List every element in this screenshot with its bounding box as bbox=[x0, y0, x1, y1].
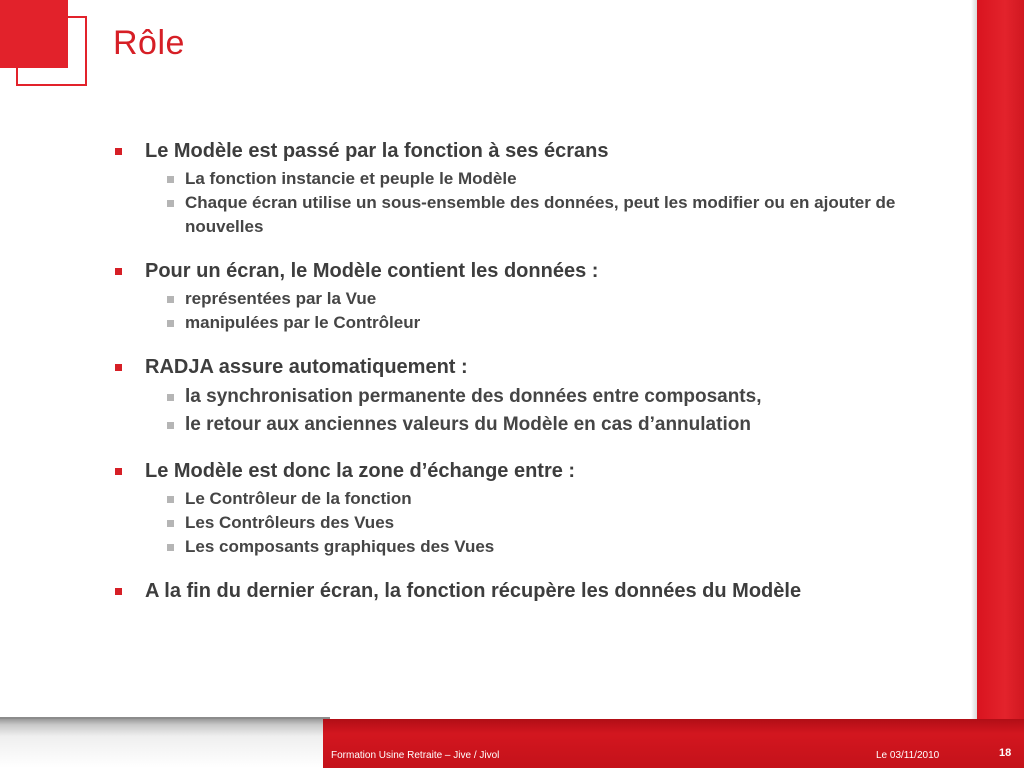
sub-bullet-item bbox=[113, 167, 913, 191]
bullet-group bbox=[113, 138, 913, 239]
bullet-text: Pour un écran, le Modèle contient les données : bbox=[145, 260, 599, 282]
red-square-bullet-icon bbox=[115, 468, 122, 475]
gray-square-bullet-icon bbox=[167, 176, 174, 183]
sub-bullet-text: Les Contrôleurs des Vues bbox=[185, 513, 395, 532]
sub-bullet-text: Le Contrôleur de la fonction bbox=[185, 489, 412, 508]
sub-bullet-text: manipulées par le Contrôleur bbox=[185, 313, 421, 332]
bullet-group bbox=[113, 354, 913, 439]
sub-bullet-text: le retour aux anciennes valeurs du Modèle en cas d’annulation bbox=[185, 414, 751, 435]
sub-bullet-item bbox=[113, 511, 913, 535]
bullet-item bbox=[113, 138, 913, 165]
sub-bullet-item bbox=[113, 411, 913, 439]
gray-square-bullet-icon bbox=[167, 200, 174, 207]
bullet-group bbox=[113, 578, 913, 605]
gray-square-bullet-icon bbox=[167, 496, 174, 503]
bullet-content bbox=[113, 138, 913, 624]
red-square-bullet-icon bbox=[115, 148, 122, 155]
sub-bullet-text: Les composants graphiques des Vues bbox=[185, 537, 495, 556]
red-square-bullet-icon bbox=[115, 364, 122, 371]
footer-text: Formation Usine Retraite – Jive / Jivol bbox=[331, 750, 500, 761]
bottom-gray-bar bbox=[0, 719, 330, 768]
sub-bullet-list bbox=[113, 487, 913, 559]
gray-square-bullet-icon bbox=[167, 394, 174, 401]
sub-bullet-text: représentées par la Vue bbox=[185, 289, 377, 308]
bullet-item bbox=[113, 258, 913, 285]
sub-bullet-text: La fonction instancie et peuple le Modèle bbox=[185, 169, 517, 188]
gray-square-bullet-icon bbox=[167, 422, 174, 429]
sub-bullet-text: la synchronisation permanente des données entre composants, bbox=[185, 386, 762, 407]
sub-bullet-list bbox=[113, 167, 913, 239]
right-red-band bbox=[977, 0, 1024, 768]
logo-outline-square bbox=[16, 16, 87, 86]
bullet-text: Le Modèle est passé par la fonction à ses écrans bbox=[145, 140, 609, 162]
bullet-group bbox=[113, 258, 913, 335]
slide-title: Rôle bbox=[113, 24, 185, 62]
sub-bullet-item bbox=[113, 191, 913, 239]
sub-bullet-item bbox=[113, 535, 913, 559]
bullet-text: A la fin du dernier écran, la fonction récupère les données du Modèle bbox=[145, 580, 802, 602]
sub-bullet-item bbox=[113, 487, 913, 511]
gray-square-bullet-icon bbox=[167, 320, 174, 327]
gray-square-bullet-icon bbox=[167, 296, 174, 303]
bullet-group bbox=[113, 458, 913, 559]
gray-square-bullet-icon bbox=[167, 544, 174, 551]
red-square-bullet-icon bbox=[115, 588, 122, 595]
sub-bullet-item bbox=[113, 383, 913, 411]
sub-bullet-item bbox=[113, 311, 913, 335]
bullet-item bbox=[113, 458, 913, 485]
bullet-item bbox=[113, 354, 913, 381]
right-shadow-edge bbox=[971, 0, 977, 720]
page-number: 18 bbox=[999, 747, 1012, 759]
sub-bullet-list bbox=[113, 287, 913, 335]
gray-square-bullet-icon bbox=[167, 520, 174, 527]
red-square-bullet-icon bbox=[115, 268, 122, 275]
sub-bullet-item bbox=[113, 287, 913, 311]
bullet-item bbox=[113, 578, 885, 605]
footer-date: Le 03/11/2010 bbox=[876, 750, 940, 761]
sub-bullet-text: Chaque écran utilise un sous-ensemble des données, peut les modifier ou en ajouter de nouvelles bbox=[185, 193, 896, 236]
bullet-text: Le Modèle est donc la zone d’échange entre : bbox=[145, 460, 576, 482]
sub-bullet-list bbox=[113, 383, 913, 439]
bullet-text: RADJA assure automatiquement : bbox=[145, 356, 468, 378]
